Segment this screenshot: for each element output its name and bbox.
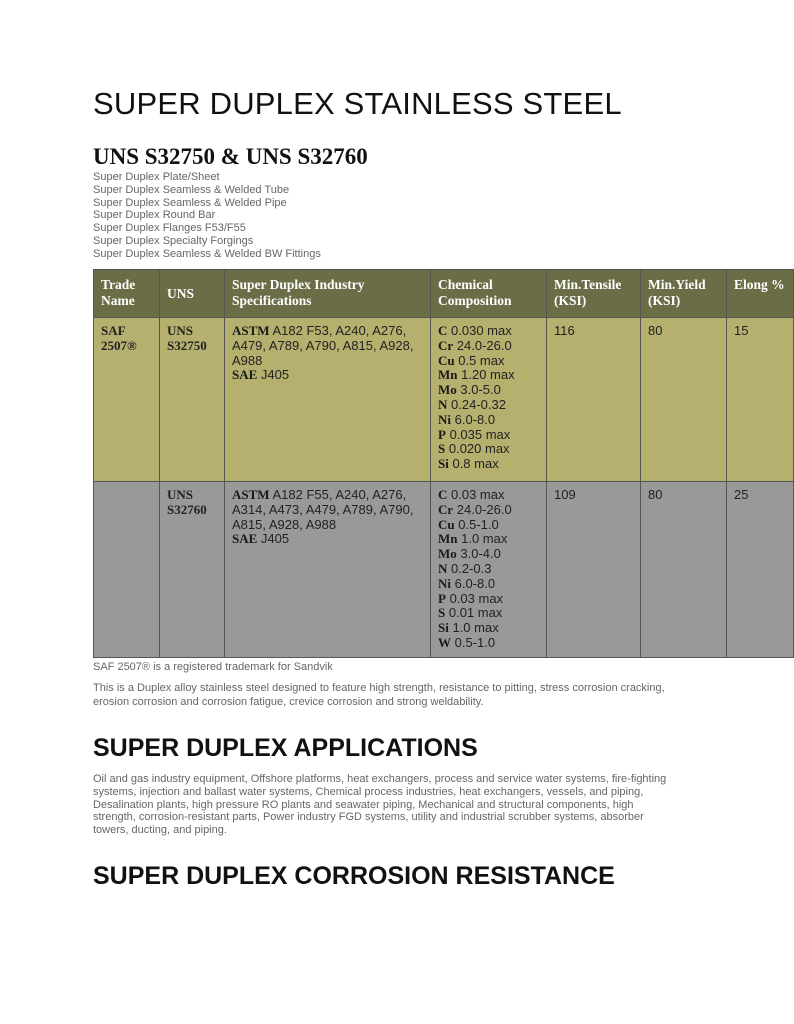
- chem-line: Cu 0.5-1.0: [438, 516, 499, 532]
- list-item: Super Duplex Flanges F53/F55: [93, 222, 246, 235]
- uns-subtitle: UNS S32750 & UNS S32760: [93, 144, 368, 169]
- cell-uns: UNS S32760: [160, 482, 225, 658]
- chem-line: W 0.5-1.0: [438, 634, 496, 650]
- trademark-note: SAF 2507® is a registered trademark for Sandvik: [93, 661, 333, 673]
- cell-tensile: 109: [547, 482, 641, 658]
- astm-specs: A182 F53, A240, A276, A479, A789, A790, A815, A928, A988: [232, 323, 414, 368]
- chem-line: Mn 1.20 max: [438, 367, 515, 383]
- sae-label: SAE: [232, 531, 258, 547]
- list-item: Super Duplex Specialty Forgings: [93, 234, 254, 247]
- col-header-yield: Min.Yield (KSI): [641, 270, 727, 318]
- col-header-uns: UNS: [160, 270, 225, 318]
- chem-line: Cr 24.0-26.0: [438, 501, 512, 517]
- cell-trade-name: [94, 482, 160, 658]
- cell-specifications: [225, 318, 431, 482]
- col-header-chemical: Chemical Composition: [431, 270, 547, 318]
- chem-line: Mn 1.0 max: [438, 531, 508, 547]
- col-header-specifications: Super Duplex Industry Specifications: [225, 270, 431, 318]
- chem-line: Cu 0.5 max: [438, 352, 505, 368]
- chem-line: Mo 3.0-4.0: [438, 546, 501, 562]
- cell-uns: UNS S32750: [160, 318, 225, 482]
- col-header-tensile: Min.Tensile (KSI): [547, 270, 641, 318]
- list-item: Super Duplex Seamless & Welded Pipe: [93, 196, 287, 209]
- col-header-elong: Elong %: [727, 270, 794, 318]
- cell-specifications: [225, 482, 431, 658]
- cell-chemical: [431, 482, 547, 658]
- chem-line: Cr 24.0-26.0: [438, 337, 512, 353]
- cell-yield: 80: [641, 318, 727, 482]
- chem-line: Ni 6.0-8.0: [438, 575, 496, 591]
- chem-line: C 0.030 max: [438, 323, 512, 338]
- chem-line: Si 1.0 max: [438, 620, 499, 636]
- list-item: Super Duplex Plate/Sheet: [93, 171, 220, 183]
- chem-line: S 0.01 max: [438, 605, 503, 621]
- alloy-description: This is a Duplex alloy stainless steel designed to feature high strength, resistance to pitting, stress corrosion cracking, erosion corrosion and corrosion fatigue, crevice corrosion and strong weldability.: [93, 682, 665, 708]
- sae-spec: J405: [260, 531, 290, 547]
- applications-text: Oil and gas industry equipment, Offshore platforms, heat exchangers, process and service water systems, fire-fighting systems, injection and ballast water systems, Chemical process industries, heat exchangers, vessels, and piping, Desalination plants, high pressure RO plants and seawater piping, Mechanical and structural components, high strength, corrosion-resistant parts, Power industry FGD systems, utility and industrial scrubber systems, absorber towers, ducting, and piping.: [93, 773, 667, 837]
- cell-yield: 80: [641, 482, 727, 658]
- cell-elong: 25: [727, 482, 794, 658]
- chem-line: N 0.24-0.32: [438, 396, 506, 412]
- cell-trade-name: SAF 2507®: [94, 318, 160, 482]
- list-item: Super Duplex Seamless & Welded Tube: [93, 183, 290, 196]
- page-title: SUPER DUPLEX STAINLESS STEEL: [93, 86, 622, 121]
- list-item: Super Duplex Seamless & Welded BW Fittings: [93, 247, 321, 260]
- table-row: [94, 318, 794, 482]
- sae-spec: J405: [260, 367, 290, 383]
- chem-line: S 0.020 max: [438, 441, 510, 457]
- table-row: [94, 482, 794, 658]
- chem-line: Ni 6.0-8.0: [438, 411, 496, 427]
- chem-line: N 0.2-0.3: [438, 560, 492, 576]
- cell-tensile: 116: [547, 318, 641, 482]
- chem-line: Mo 3.0-5.0: [438, 382, 501, 398]
- col-header-trade-name: Trade Name: [94, 270, 160, 318]
- astm-label: ASTM: [232, 323, 270, 338]
- astm-specs: A182 F55, A240, A276, A314, A473, A479, A789, A790, A815, A928, A988: [232, 487, 414, 532]
- chem-line: P 0.035 max: [438, 426, 511, 442]
- astm-label: ASTM: [232, 487, 270, 502]
- cell-elong: 15: [727, 318, 794, 482]
- applications-heading: SUPER DUPLEX APPLICATIONS: [93, 734, 478, 762]
- sae-label: SAE: [232, 367, 258, 383]
- cell-chemical: [431, 318, 547, 482]
- chem-line: Si 0.8 max: [438, 456, 499, 472]
- table-header-row: [94, 270, 794, 318]
- chem-line: P 0.03 max: [438, 590, 504, 606]
- list-item: Super Duplex Round Bar: [93, 209, 216, 222]
- spec-table: [93, 269, 794, 658]
- chem-line: C 0.03 max: [438, 487, 505, 502]
- corrosion-heading: SUPER DUPLEX CORROSION RESISTANCE: [93, 862, 615, 890]
